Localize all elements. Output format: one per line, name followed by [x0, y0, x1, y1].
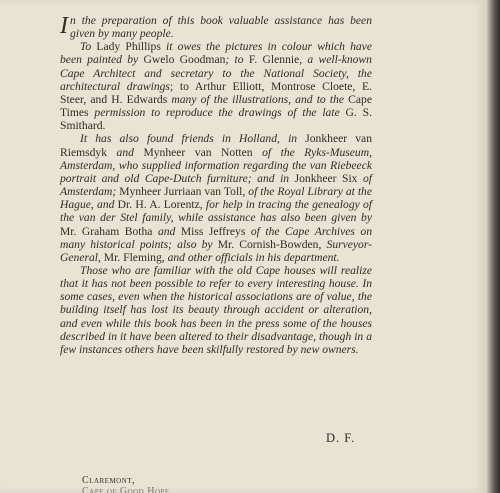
name-text: Mr. Fleming	[103, 250, 162, 264]
name-text: F. Glennie	[248, 53, 300, 67]
italic-text: , and other officials in his department.	[161, 250, 340, 264]
signature: D. F.	[326, 431, 356, 445]
italic-text: permission to reproduce the drawings of the late	[88, 106, 346, 120]
italic-text: , a well-known Cape Architect and secretary to the National Society, the architectural drawings	[60, 53, 372, 93]
italic-text: n the preparation of this book valuable assistance has been given by many people.	[70, 14, 372, 41]
italic-text: and	[152, 224, 181, 238]
name-text: Mr. Cornish-Bowden	[217, 237, 319, 251]
name-text: Jonkheer Six	[294, 171, 358, 185]
name-text: Mr. Graham Botha	[60, 224, 153, 238]
name-text: Lady Phillips	[96, 40, 161, 54]
place-line	[82, 475, 173, 493]
name-text: Gwelo Goodman	[143, 53, 226, 67]
italic-text: of the Ryks-Museum, Amsterdam, who supplied information regarding the van Riebeeck portrait and old Cape-Dutch furniture; and in	[60, 145, 372, 185]
name-text: Miss Jeffreys	[180, 224, 246, 238]
drop-cap: I	[60, 13, 68, 39]
book-gutter	[487, 0, 500, 493]
italic-text: and	[107, 145, 144, 159]
name-text: Mynheer van Notten	[143, 145, 253, 159]
preface-text	[60, 14, 372, 356]
italic-text: , of the Royal Library at the Hague, and	[60, 185, 372, 212]
paragraph	[60, 132, 372, 264]
name-text: Mynheer Jurriaan van Toll	[119, 185, 243, 199]
name-text: ; to Arthur Elliott, Montrose Cloete, E. Steer, and H. Edwards	[60, 79, 372, 106]
name-text: Dr. H. A. Lorentz	[117, 198, 200, 212]
italic-text: , Surveyor-General,	[60, 237, 372, 264]
italic-text: ; to	[225, 53, 249, 67]
paragraph	[60, 40, 372, 132]
name-text: G. S. Smithard.	[60, 106, 372, 133]
name-text: Cape Times	[60, 92, 372, 120]
italic-text: many of the illustrations, and to the	[171, 92, 349, 106]
paragraph	[60, 264, 372, 356]
italic-text: To	[80, 40, 97, 54]
italic-text: Those who are familiar with the old Cape houses will realize that it has not been possible to refer to every interesting house. In some cases, even when the historical associations are of value, the building itself has lost its beauty through accident or alteration, and even while this book has been in the press some of the houses described in it have been altered to their disadvantage, though in a few instances others have been skilfully restored by new owners.	[60, 263, 372, 356]
italic-text: It has also found friends in Holland, in	[80, 132, 306, 146]
name-text: Jonkheer van Riemsdyk	[60, 132, 372, 159]
italic-text: of the Cape Archives on many historical points; also by	[60, 224, 372, 251]
italic-text: it owes the pictures in colour which have been painted by	[60, 40, 372, 67]
italic-text: , for help in tracing the genealogy of the van der Stel family, while assistance has also been given by	[60, 198, 373, 225]
place-name: Claremont,	[82, 475, 136, 486]
paragraph	[60, 14, 372, 40]
place-subtitle: Cape of Good Hope.	[82, 486, 173, 493]
italic-text: of Amsterdam;	[60, 171, 373, 199]
